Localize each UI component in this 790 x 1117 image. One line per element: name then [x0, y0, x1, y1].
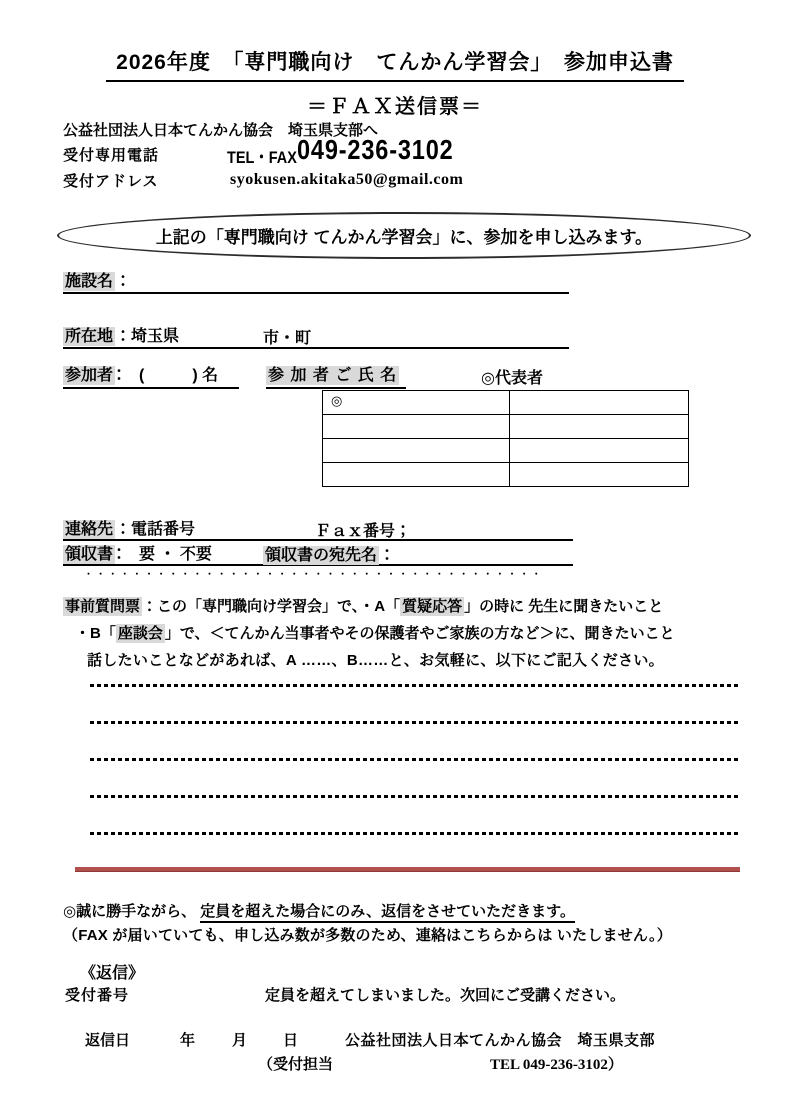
tel-label: 受付専用電話 — [63, 147, 160, 164]
participant-names-table — [322, 390, 689, 487]
year-label: 年 — [180, 1032, 196, 1049]
roundtable-highlight: 座談会 — [117, 625, 163, 642]
location-label: 所在地 — [65, 328, 114, 345]
answer-line — [90, 795, 740, 798]
pre-question-section — [63, 593, 753, 674]
tel-fax-prefix: TEL・FAX — [227, 148, 297, 167]
participants-count-field — [63, 362, 239, 389]
reply-number-label: 受付番号 — [65, 987, 130, 1004]
facility-label: 施設名 — [65, 273, 114, 290]
receipt-addressee — [263, 542, 395, 565]
email-value: syokusen.akitaka50@gmail.com — [230, 171, 464, 188]
table-row — [323, 463, 689, 487]
contact-label: 連絡先 — [65, 521, 114, 538]
facility-colon: ： — [115, 273, 132, 290]
red-divider-line — [75, 867, 740, 872]
participants-count-blank: ： ( ) 名 — [115, 367, 219, 384]
dotted-separator: ・・・・・・・・・・・・・・・・・・・・・・・・・・・・・・・・・・・・・・ — [84, 569, 544, 579]
contact-fax-label: Ｆａｘ番号； — [315, 523, 412, 540]
location-prefecture: ：埼玉県 — [115, 328, 180, 345]
month-label: 月 — [232, 1032, 248, 1049]
tel-row — [63, 136, 563, 166]
declaration-oval — [57, 212, 751, 259]
representative-label: ◎代表者 — [481, 370, 543, 387]
facility-name-field — [63, 268, 569, 294]
receipt-addressee-colon: ： — [379, 547, 396, 564]
name-cell — [510, 391, 689, 415]
name-cell — [510, 463, 689, 487]
notice-line1-underlined: 定員を超えた場合にのみ、返信をさせていただきます。 — [200, 903, 575, 923]
answer-line — [90, 684, 740, 687]
contact-phone-label: ：電話番号 — [115, 521, 196, 538]
reply-date-label: 返信日 — [85, 1032, 131, 1049]
pre-question-line2-post: 」で、＜てんかん当事者やその保護者やご家族の方など＞に、聞きたいこと — [164, 625, 675, 642]
form-title: 2026年度 「専門職向け てんかん学習会」 参加申込書 — [106, 46, 684, 82]
participant-names-label: 参 加 者 ご 氏 名 — [268, 367, 398, 384]
name-cell — [323, 391, 510, 415]
tel-number: 049-236-3102 — [297, 134, 454, 165]
representative-mark: ◎ — [331, 393, 343, 408]
staff-label: （受付担当 — [258, 1056, 334, 1073]
notice-line2: （FAX が届いていても、申し込み数が多数のため、連絡はこちらからは いたしません。） — [63, 927, 672, 944]
pre-question-line2-pre: ・B「 — [75, 625, 116, 642]
location-city-town: 市・町 — [263, 330, 312, 347]
name-cell — [323, 463, 510, 487]
table-row — [323, 439, 689, 463]
answer-line — [90, 758, 740, 761]
pre-question-line1-pre: ：この「専門職向け学習会」で、・A「 — [142, 598, 401, 615]
table-row — [323, 415, 689, 439]
over-capacity-message: 定員を超えてしまいました。次回にご受講ください。 — [265, 987, 626, 1004]
email-label: 受付アドレス — [63, 173, 159, 190]
participants-row — [63, 362, 743, 389]
organization-name: 公益社団法人日本てんかん協会 埼玉県支部 — [345, 1032, 656, 1049]
reply-date-row — [0, 1029, 790, 1051]
name-cell — [510, 415, 689, 439]
form-title-wrap — [0, 46, 790, 82]
name-cell — [510, 439, 689, 463]
pre-question-line1-post: 」の時に 先生に聞きたいこと — [464, 598, 664, 615]
answer-line — [90, 832, 740, 835]
day-label: 日 — [283, 1032, 299, 1049]
table-row — [323, 391, 689, 415]
staff-tel: TEL 049-236-3102） — [490, 1057, 623, 1073]
receipt-addressee-label: 領収書の宛先名 — [265, 547, 378, 564]
qa-highlight: 質疑応答 — [402, 598, 463, 615]
fax-sheet-subtitle: ＝ＦＡＸ送信票＝ — [307, 96, 483, 118]
participant-names-header — [266, 362, 406, 389]
receipt-field — [63, 541, 573, 566]
reply-number-row — [0, 984, 790, 1006]
participants-label: 参加者 — [65, 367, 114, 384]
pre-question-line3: 話したいことなどがあれば、A ……、B……と、お気軽に、以下にご記入ください。 — [87, 652, 664, 669]
email-row — [63, 169, 563, 193]
receipt-label: 領収書 — [65, 546, 114, 563]
pre-question-line1 — [63, 593, 753, 620]
answer-line — [90, 721, 740, 724]
receipt-options: ： 要 ・ 不要 — [115, 546, 212, 563]
reply-staff-row — [0, 1053, 790, 1075]
contact-field — [63, 516, 573, 541]
declaration-text: 上記の「専門職向け てんかん学習会」に、参加を申し込みます。 — [155, 228, 653, 247]
pre-question-line2 — [63, 620, 753, 647]
reply-section-header: 《返信》 — [80, 965, 145, 982]
name-cell — [323, 415, 510, 439]
name-cell — [323, 439, 510, 463]
pre-question-label: 事前質問票 — [65, 598, 141, 615]
notice-line1 — [63, 900, 575, 921]
recipient-line: 公益社団法人日本てんかん協会 埼玉県支部へ — [63, 122, 379, 139]
location-field — [63, 323, 569, 349]
notice-line1-pre: ◎誠に勝手ながら、 — [63, 903, 201, 920]
